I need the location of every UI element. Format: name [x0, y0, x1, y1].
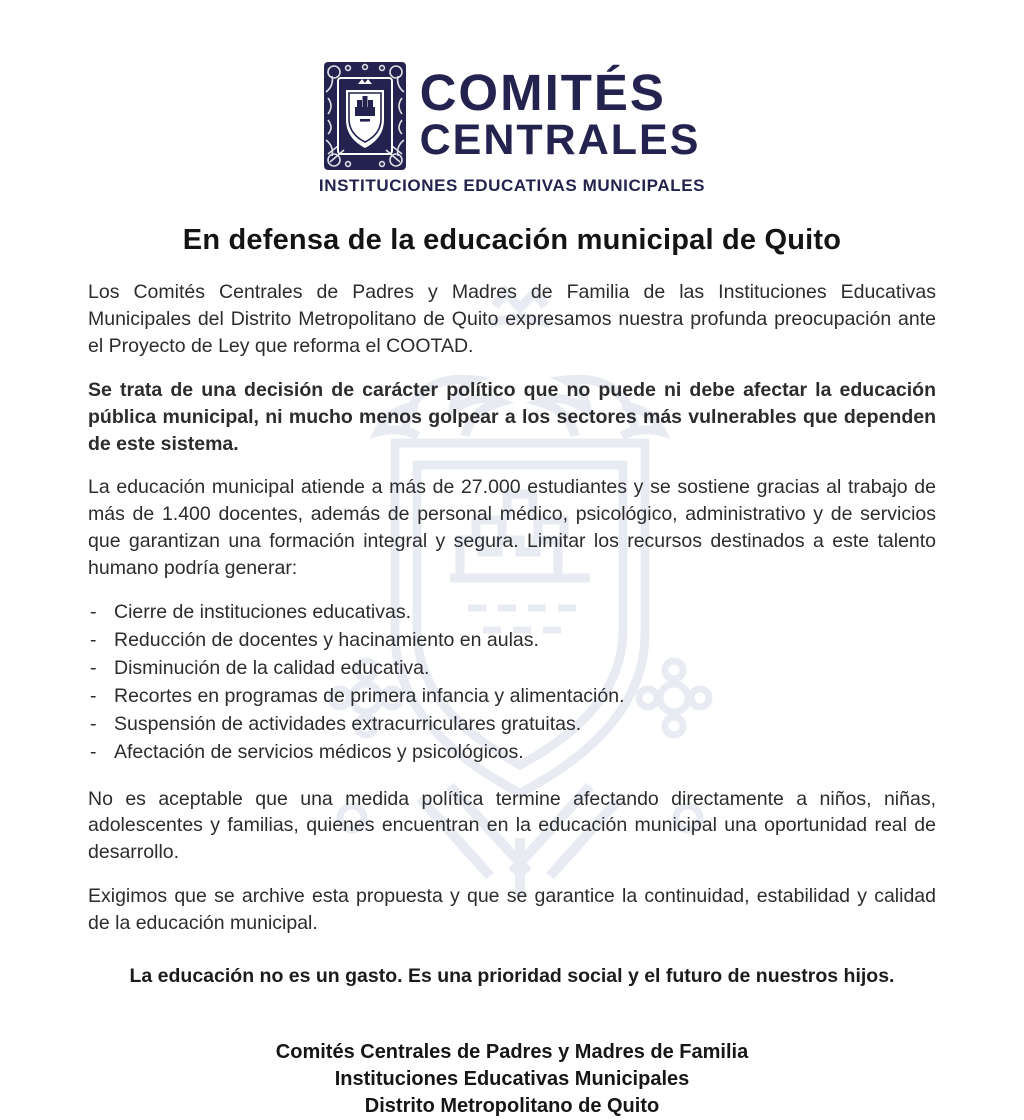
signature-block [0, 1039, 1024, 1120]
bullet-item [88, 683, 936, 710]
signature-line: Comités Centrales de Padres y Madres de Familia [275, 1040, 749, 1063]
bullet-marker: - [90, 684, 97, 707]
bullet-item [88, 711, 936, 738]
bullet-marker: - [90, 601, 97, 624]
paragraph: Se trata de una decisión de carácter político que no puede ni debe afectar la educación pública municipal, ni mucho menos golpear a los sectores más vulnerables que dependen de este sistema. [88, 378, 936, 455]
document-body [88, 279, 936, 990]
bullet-item-text: Suspensión de actividades extracurriculares gratuitas. [114, 712, 582, 735]
bullet-item [88, 739, 936, 766]
logo-wordmark [419, 64, 701, 164]
paragraph: La educación municipal atiende a más de 27.000 estudiantes y se sostiene gracias al trabajo de más de 1.400 docentes, además de personal médico, psicológico, administrativo y de servicios que garantizan una formación integral y segura. Limitar los recursos destinados a este talento humano podría generar: [88, 476, 936, 580]
logo-title-line1: COMITÉS [419, 64, 666, 122]
bullet-list [88, 599, 936, 765]
bullet-marker: - [90, 656, 97, 679]
emphasis-statement: La educación no es un gasto. Es una prioridad social y el futuro de nuestros hijos. [129, 965, 895, 988]
signature-line: Distrito Metropolitano de Quito [364, 1094, 660, 1117]
bullet-item [88, 627, 936, 654]
logo [0, 0, 1024, 196]
signature-line: Instituciones Educativas Municipales [334, 1067, 690, 1090]
paragraph: No es aceptable que una medida política termine afectando directamente a niños, niñas, adolescentes y familias, quienes encuentran en la educación municipal una oportunidad real de desarrollo. [88, 787, 936, 864]
logo-row [324, 62, 701, 170]
logo-title-line2: CENTRALES [419, 115, 701, 164]
bullet-item [88, 599, 936, 626]
bullet-marker: - [90, 628, 97, 651]
bullet-item-text: Afectación de servicios médicos y psicológicos. [114, 740, 524, 763]
bullet-item [88, 655, 936, 682]
document-title: En defensa de la educación municipal de Quito [182, 224, 842, 256]
logo-tagline: INSTITUCIONES EDUCATIVAS MUNICIPALES [318, 176, 706, 195]
paragraph: Los Comités Centrales de Padres y Madres de Familia de las Instituciones Educativas Municipales del Distrito Metropolitano de Quito expresamos nuestra profunda preocupación ante el Proyecto de Ley que reforma el COOTAD. [88, 281, 936, 357]
quito-crest-icon [324, 62, 406, 170]
bullet-item-text: Recortes en programas de primera infancia y alimentación. [114, 684, 625, 707]
bullet-marker: - [90, 712, 97, 735]
bullet-item-text: Disminución de la calidad educativa. [114, 656, 430, 679]
paragraph: Exigimos que se archive esta propuesta y que se garantice la continuidad, estabilidad y calidad de la educación municipal. [88, 885, 936, 935]
bullet-item-text: Reducción de docentes y hacinamiento en aulas. [114, 628, 539, 651]
bullet-item-text: Cierre de instituciones educativas. [114, 601, 411, 624]
bullet-marker: - [90, 740, 97, 763]
